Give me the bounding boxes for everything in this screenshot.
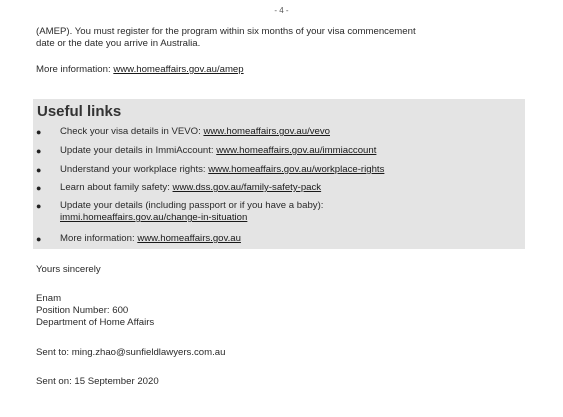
amep-link[interactable]: www.homeaffairs.gov.au/amep <box>113 64 244 75</box>
useful-links-title: Useful links <box>37 103 122 120</box>
useful-link-text: Learn about family safety: <box>60 182 173 193</box>
bullet-icon: ● <box>36 127 42 137</box>
intro-line-1: (AMEP). You must register for the program within six months of your visa commencement <box>36 26 416 37</box>
intro-line-2: date or the date you arrive in Australia. <box>36 38 201 49</box>
signature-department: Department of Home Affairs <box>36 317 155 328</box>
immiaccount-link[interactable]: www.homeaffairs.gov.au/immiaccount <box>216 145 377 156</box>
useful-link-text: Check your visa details in VEVO: <box>60 126 204 137</box>
useful-link-text: Update your details (including passport or if you have a baby): <box>60 200 324 211</box>
useful-link-text: More information: <box>60 233 138 244</box>
more-info-paragraph <box>36 64 536 76</box>
signature-position: Position Number: 600 <box>36 305 129 316</box>
vevo-link[interactable]: www.homeaffairs.gov.au/vevo <box>203 126 330 137</box>
change-in-situation-link[interactable]: immi.homeaffairs.gov.au/change-in-situation <box>60 212 248 223</box>
signature-name: Enam <box>36 293 62 304</box>
bullet-icon: ● <box>36 183 42 193</box>
homeaffairs-link[interactable]: www.homeaffairs.gov.au <box>137 233 241 244</box>
bullet-icon: ● <box>36 234 42 244</box>
page-number: - 4 - <box>274 6 289 15</box>
bullet-icon: ● <box>36 146 42 156</box>
useful-link-text: Update your details in ImmiAccount: <box>60 145 217 156</box>
family-safety-link[interactable]: www.dss.gov.au/family-safety-pack <box>172 182 322 193</box>
useful-link-text: Understand your workplace rights: <box>60 164 209 175</box>
bullet-icon: ● <box>36 165 42 175</box>
sent-to: Sent to: ming.zhao@sunfieldlawyers.com.au <box>36 347 226 358</box>
more-info-label: More information: <box>36 64 114 75</box>
workplace-rights-link[interactable]: www.homeaffairs.gov.au/workplace-rights <box>208 164 385 175</box>
sent-on: Sent on: 15 September 2020 <box>36 376 159 387</box>
closing: Yours sincerely <box>36 264 101 275</box>
bullet-icon: ● <box>36 201 42 211</box>
